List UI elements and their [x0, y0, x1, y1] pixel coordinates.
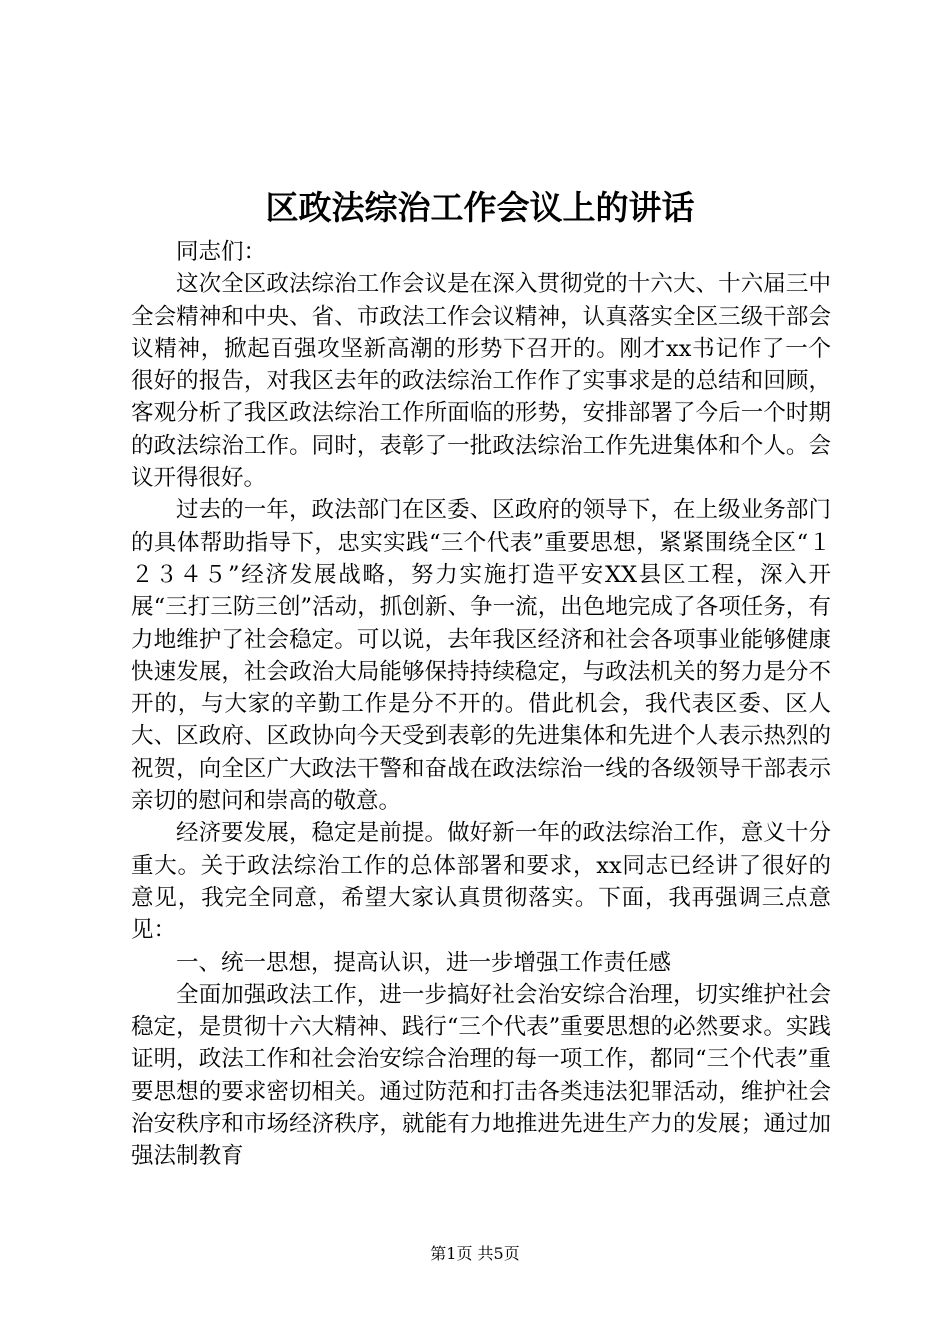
document-body: [131, 236, 831, 1173]
paragraph-salutation: 同志们：: [176, 239, 267, 265]
paragraph: 全面加强政法工作，进一步搞好社会治安综合治理，切实维护社会稳定，是贯彻十六大精神、践行“三个代表”重要思想的必然要求。实践证明，政法工作和社会治安综合治理的每一项工作，都同“三个代表”重要思想的要求密切相关。通过防范和打击各类违法犯罪活动，维护社会治安秩序和市场经济秩序，就能有力地推进先进生产力的发展；通过加强法制教育: [131, 981, 831, 1170]
page-footer: 第1页 共5页: [430, 1244, 520, 1263]
document-title: 区政法综治工作会议上的讲话: [265, 188, 695, 227]
paragraph: 过去的一年，政法部门在区委、区政府的领导下，在上级业务部门的具体帮助指导下，忠实实践“三个代表”重要思想，紧紧围绕全区“１２３４５”经济发展战略，努力实施打造平安XX县区工程，深入开展“三打三防三创”活动，抓创新、争一流，出色地完成了各项任务，有力地维护了社会稳定。可以说，去年我区经济和社会各项事业能够健康快速发展，社会政治大局能够保持持续稳定，与政法机关的努力是分不开的，与大家的辛勤工作是分不开的。借此机会，我代表区委、区人大、区政府、区政协向今天受到表彰的先进集体和先进个人表示热烈的祝贺，向全区广大政法干警和奋战在政法综治一线的各级领导干部表示亲切的慰问和崇高的敬意。: [131, 497, 831, 815]
paragraph: 这次全区政法综治工作会议是在深入贯彻党的十六大、十六届三中全会精神和中央、省、市政法工作会议精神，认真落实全区三级干部会议精神，掀起百强攻坚新高潮的形势下召开的。刚才xx书记作了一个很好的报告，对我区去年的政法综治工作作了实事求是的总结和回顾，客观分析了我区政法综治工作所面临的形势，安排部署了今后一个时期的政法综治工作。同时，表彰了一批政法综治工作先进集体和个人。会议开得很好。: [131, 271, 831, 492]
section-heading: 一、统一思想，提高认识，进一步增强工作责任感: [176, 949, 672, 976]
paragraph: 经济要发展，稳定是前提。做好新一年的政法综治工作，意义十分重大。关于政法综治工作的总体部署和要求，xx同志已经讲了很好的意见，我完全同意，希望大家认真贯彻落实。下面，我再强调三点意见：: [131, 820, 831, 944]
